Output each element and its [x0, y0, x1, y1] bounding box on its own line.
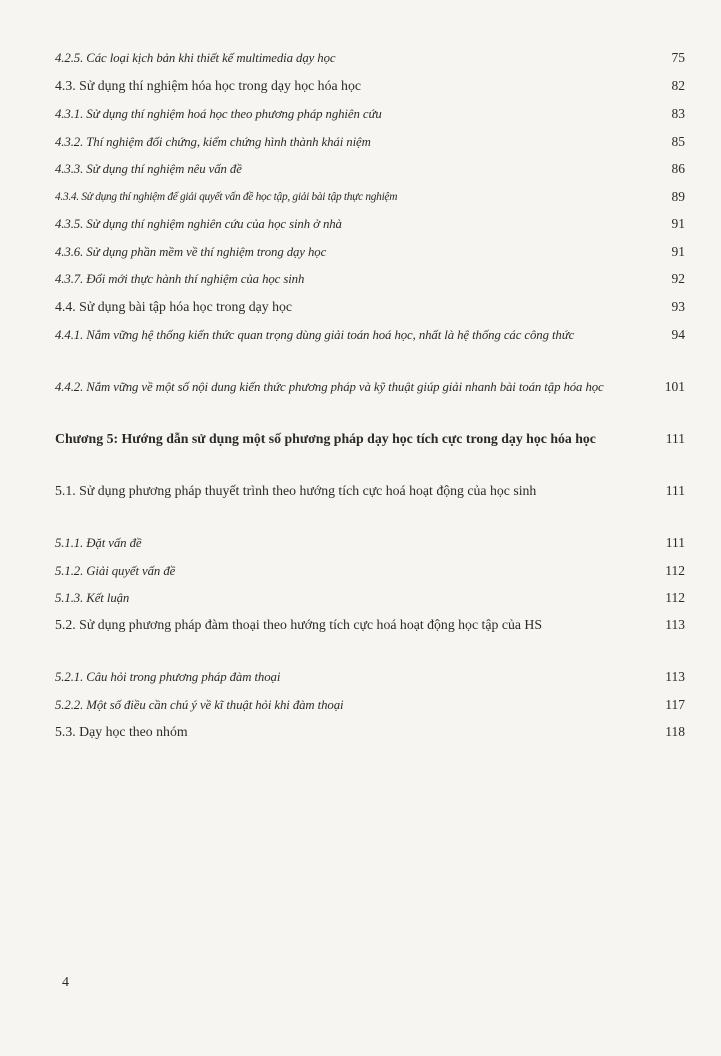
toc-entry-title: 5.2.2. Một số điều cần chú ý về kĩ thuật hỏi khi đàm thoại: [55, 698, 344, 712]
toc-entry-title: 4.3. Sử dụng thí nghiệm hóa học trong dạy học hóa học: [55, 78, 361, 93]
toc-entry-page: 92: [671, 271, 685, 286]
toc-entry: [55, 76, 685, 96]
toc-entry-title: 4.3.6. Sử dụng phần mềm về thí nghiệm trong dạy học: [55, 245, 327, 259]
toc-entry-title: Chương 5: Hướng dẫn sử dụng một số phương pháp dạy học tích cực trong dạy học hóa học: [55, 431, 596, 446]
toc-entry: [55, 588, 685, 608]
toc-entry-page: 85: [671, 134, 685, 149]
toc-entry-page: 113: [665, 669, 685, 684]
toc-entry-title: 4.3.1. Sử dụng thí nghiệm hoá học theo phương pháp nghiên cứu: [55, 107, 382, 121]
toc-entry-page: 101: [664, 379, 685, 394]
toc-entry-page: 111: [665, 483, 685, 498]
toc-entry: [55, 187, 685, 207]
toc-entry-page: 89: [671, 189, 685, 204]
toc-entry: [55, 667, 685, 687]
toc-entry: [55, 561, 685, 581]
toc-entry-title: 5.1.2. Giải quyết vấn đề: [55, 564, 176, 578]
toc-entry-title: 4.3.2. Thí nghiệm đối chứng, kiểm chứng hình thành khái niệm: [55, 135, 371, 149]
toc-entry-title: 5.2.1. Câu hỏi trong phương pháp đàm thoại: [55, 670, 281, 684]
toc-entry: [55, 695, 685, 715]
toc-entry: [55, 481, 685, 501]
toc-entry: [55, 159, 685, 179]
toc-entry-page: 91: [671, 216, 685, 231]
toc-entry-title: 4.3.7. Đổi mới thực hành thí nghiệm của học sinh: [55, 272, 305, 286]
toc-entry-title: 4.4.2. Nắm vững về một số nội dung kiến thức phương pháp và kỹ thuật giúp giải nhanh bài toán tập hóa học: [55, 380, 604, 394]
toc-entry-page: 112: [665, 563, 685, 578]
toc-entry-title: 5.1.3. Kết luận: [55, 591, 130, 605]
toc-entry-title: 5.2. Sử dụng phương pháp đàm thoại theo hướng tích cực hoá hoạt động học tập của HS: [55, 617, 543, 632]
toc-entry-page: 91: [671, 244, 685, 259]
toc-entry: [55, 48, 685, 68]
toc-entry: [55, 132, 685, 152]
toc-entry-title: 4.3.4. Sử dụng thí nghiệm để giải quyết vấn đề học tập, giải bài tập thực nghiệm: [55, 191, 398, 203]
toc-entry-title: 4.3.3. Sử dụng thí nghiệm nêu vấn đề: [55, 162, 242, 176]
toc-entry-title: 4.2.5. Các loại kịch bản khi thiết kế multimedia dạy học: [55, 51, 336, 65]
toc-entry-page: 86: [671, 161, 685, 176]
toc-entry: [55, 104, 685, 124]
toc-entry: [55, 533, 685, 553]
toc-entry: [55, 214, 685, 234]
toc-entry-page: 113: [665, 617, 685, 632]
toc-entry: [55, 429, 685, 449]
toc-entry-page: 118: [665, 724, 685, 739]
toc-entry-title: 4.3.5. Sử dụng thí nghiệm nghiên cứu của học sinh ở nhà: [55, 217, 342, 231]
toc-entry-page: 82: [671, 78, 685, 93]
toc-entry: [55, 269, 685, 289]
toc-entry-title: 5.1.1. Đặt vấn đề: [55, 536, 142, 550]
toc-entry-page: 117: [665, 697, 685, 712]
toc-entry-page: 111: [665, 535, 685, 550]
toc-entry: [55, 615, 685, 635]
toc-entry-title: 4.4.1. Nắm vững hệ thống kiến thức quan trọng dùng giải toán hoá học, nhất là hệ thống các công thức: [55, 328, 575, 342]
toc-entry-title: 4.4. Sử dụng bài tập hóa học trong dạy học: [55, 299, 292, 314]
toc-entry-page: 93: [671, 299, 685, 314]
toc-entry-page: 83: [671, 106, 685, 121]
toc-entry: [55, 325, 685, 345]
toc-entry-page: 75: [671, 50, 685, 65]
toc-entry: [55, 377, 685, 397]
page-number: 4: [62, 975, 69, 990]
toc-entry-page: 112: [665, 590, 685, 605]
toc-entry: [55, 242, 685, 262]
toc-entry-page: 94: [671, 327, 685, 342]
toc-entry-title: 5.3. Dạy học theo nhóm: [55, 724, 188, 739]
toc-entry-page: 111: [665, 431, 685, 446]
toc-entry: [55, 297, 685, 317]
toc-entry-title: 5.1. Sử dụng phương pháp thuyết trình theo hướng tích cực hoá hoạt động của học sinh: [55, 483, 537, 498]
toc-entry: [55, 722, 685, 742]
